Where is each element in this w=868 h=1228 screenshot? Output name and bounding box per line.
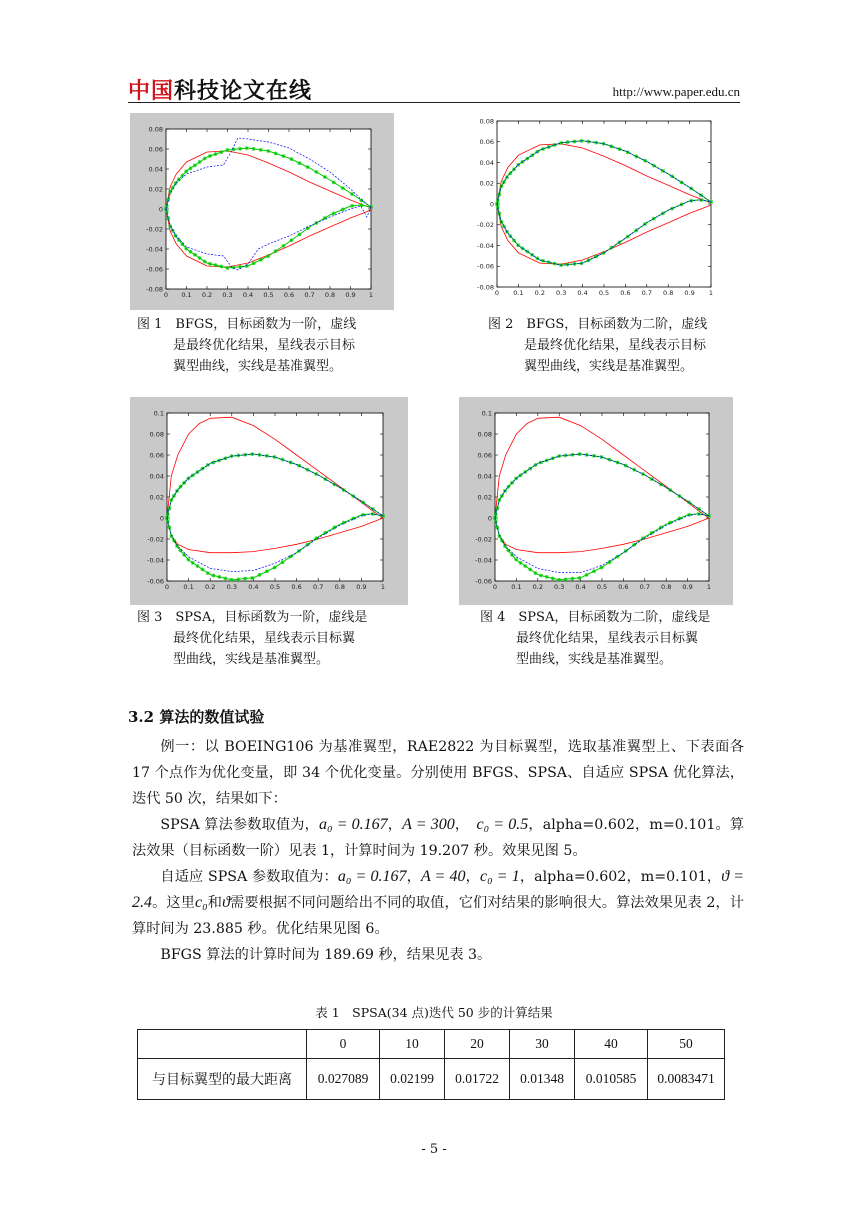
caption-line: 图 3 SPSA，目标函数为一阶，虚线是 <box>137 610 368 625</box>
target-point-marker <box>188 166 192 170</box>
y-tick-label: -0.06 <box>475 577 492 586</box>
target-point-marker <box>223 576 227 580</box>
x-tick-label: 0.7 <box>641 289 652 297</box>
target-point-marker <box>707 514 711 518</box>
target-point-marker <box>351 494 355 498</box>
x-tick-label: 0.6 <box>291 583 302 591</box>
x-tick-label: 0.2 <box>205 583 216 591</box>
x-tick-label: 0.1 <box>511 583 522 591</box>
table-header-cell: 0 <box>307 1030 380 1059</box>
target-point-marker <box>274 249 278 253</box>
figure-1 <box>130 113 394 310</box>
plot-area <box>495 413 709 581</box>
figure-4 <box>459 397 733 605</box>
x-tick-label: 1 <box>368 291 374 299</box>
x-tick-label: 1 <box>380 583 386 591</box>
target-point-marker <box>206 463 210 467</box>
paragraph-adaptive-spsa <box>132 864 744 942</box>
x-tick-label: 0.2 <box>201 291 213 299</box>
paragraph-example-1: 例一：以 BOEING106 为基准翼型，RAE2822 为目标翼型，选取基准翼型上、下表面各 17 个点作为优化变量，即 34 个优化变量。分别使用 BFGS、SPSA、自适应 SPSA 优化算法，迭代 50 次，结果如下： <box>132 739 744 807</box>
y-tick-label: -0.04 <box>475 556 492 565</box>
x-tick-label: 0.4 <box>575 583 586 591</box>
x-tick-label: 0.5 <box>598 289 610 297</box>
paragraph-bfgs-time: BFGS 算法的计算时间为 189.69 秒，结果见表 3。 <box>160 947 492 963</box>
target-point-marker <box>281 560 285 564</box>
target-point-marker <box>297 232 301 236</box>
target-point-marker <box>341 186 345 190</box>
y-tick-label: -0.06 <box>477 262 494 271</box>
table-header-row <box>138 1030 725 1059</box>
target-point-marker <box>539 460 543 464</box>
table-row-label: 与目标翼型的最大距离 <box>138 1059 307 1100</box>
target-point-marker <box>198 160 202 164</box>
text-run: ， <box>465 869 480 885</box>
y-tick-label: 0.06 <box>148 145 163 154</box>
math-c0: c₀ = 0.5 <box>476 816 529 833</box>
caption-line: 翼型曲线，实线是基准翼型。 <box>173 359 343 374</box>
plot-area <box>166 129 371 289</box>
target-point-marker <box>257 573 261 577</box>
target-point-marker <box>243 577 247 581</box>
math-c0: c₀ <box>195 894 208 911</box>
y-tick-label: -0.04 <box>477 241 494 250</box>
target-point-marker <box>250 576 254 580</box>
target-point-marker <box>523 564 527 568</box>
target-point-marker <box>545 575 549 579</box>
text-run: 和 <box>207 895 223 911</box>
math-theta: ϑ = 2.4 <box>132 868 745 911</box>
caption-line: 是最终优化结果，星线表示目标 <box>524 338 707 353</box>
target-point-marker <box>236 577 240 581</box>
target-point-marker <box>191 473 195 477</box>
chart-figure-4 <box>459 397 733 605</box>
target-point-marker <box>238 147 242 151</box>
table-row <box>138 1059 725 1100</box>
target-point-marker <box>497 534 501 538</box>
x-tick-label: 0.6 <box>283 291 295 299</box>
figure-3-caption <box>137 607 367 670</box>
x-tick-label: 1 <box>708 289 714 297</box>
target-point-marker <box>585 573 589 577</box>
x-tick-label: 0 <box>494 289 500 297</box>
table-cell: 0.02199 <box>380 1059 445 1100</box>
caption-line: 是最终优化结果，星线表示目标 <box>173 338 356 353</box>
text-run: ，alpha=0.602，m=0.101。算法效果（目标函数一阶）见表 1，计算时间为 19.207 秒。效果见图 5。 <box>132 817 745 859</box>
x-tick-label: 1 <box>706 583 712 591</box>
x-tick-label: 0.2 <box>534 289 545 297</box>
target-point-marker <box>519 561 523 565</box>
target-point-marker <box>230 578 234 582</box>
y-tick-label: -0.06 <box>147 577 164 586</box>
target-point-marker <box>281 244 285 248</box>
x-tick-label: 0.7 <box>639 583 650 591</box>
y-tick-label: -0.06 <box>146 265 163 274</box>
x-tick-label: 0.4 <box>248 583 259 591</box>
target-point-marker <box>610 246 614 250</box>
target-point-marker <box>259 148 263 152</box>
x-tick-label: 0.7 <box>304 291 315 299</box>
table-header-cell: 10 <box>380 1030 445 1059</box>
caption-line: 图 4 SPSA，目标函数为二阶，虚线是 <box>480 610 711 625</box>
chart-figure-2 <box>459 113 723 310</box>
caption-line: 图 1 BFGS，目标函数为一阶，虚线 <box>137 317 357 332</box>
x-tick-label: 0.4 <box>577 289 588 297</box>
y-tick-label: 0.04 <box>148 165 163 174</box>
plot-area <box>167 413 383 581</box>
text-run: 。这里 <box>152 895 195 911</box>
target-point-marker <box>193 253 197 257</box>
target-point-marker <box>182 553 186 557</box>
target-point-marker <box>528 567 532 571</box>
target-point-marker <box>203 259 207 263</box>
target-point-marker <box>273 566 277 570</box>
target-point-marker <box>201 567 205 571</box>
chart-figure-1 <box>130 113 394 310</box>
text-run: ， <box>387 817 403 833</box>
target-point-marker <box>519 473 523 477</box>
y-tick-label: 0.02 <box>479 179 494 188</box>
target-point-marker <box>281 154 285 158</box>
logo-part-red: 中国 <box>128 79 175 104</box>
y-tick-label: 0.02 <box>148 185 163 194</box>
target-point-marker <box>570 577 574 581</box>
target-point-marker <box>652 164 656 168</box>
x-tick-label: 0.8 <box>334 583 345 591</box>
plot-area <box>497 121 711 287</box>
target-point-marker <box>510 553 514 557</box>
text-run: 需要根据不同问题给出不同的取值，它们对结果的影响很大。算法效果见表 2，计算时间为 23.885 秒。优化结果见图 6。 <box>132 895 744 937</box>
figure-3 <box>130 397 408 605</box>
target-point-marker <box>551 576 555 580</box>
x-tick-label: 0.6 <box>618 583 629 591</box>
x-tick-label: 0.8 <box>661 583 672 591</box>
y-tick-label: -0.08 <box>477 283 494 292</box>
target-point-marker <box>266 149 270 153</box>
y-tick-label: -0.02 <box>477 221 494 230</box>
target-point-marker <box>174 234 178 238</box>
x-tick-label: 0.5 <box>596 583 608 591</box>
table-cell: 0.010585 <box>575 1059 648 1100</box>
figure-1-caption <box>137 314 356 377</box>
x-tick-label: 0.3 <box>222 291 233 299</box>
target-point-marker <box>577 576 581 580</box>
target-point-marker <box>172 494 176 498</box>
target-point-marker <box>169 534 173 538</box>
table-1 <box>137 1029 725 1100</box>
target-point-marker <box>314 170 318 174</box>
table-cell: 0.027089 <box>307 1059 380 1100</box>
caption-line: 翼型曲线，实线是基准翼型。 <box>524 359 694 374</box>
target-point-marker <box>341 207 345 211</box>
x-tick-label: 0.9 <box>682 583 693 591</box>
caption-line: 型曲线，实线是基准翼型。 <box>516 652 673 667</box>
target-point-marker <box>525 249 529 253</box>
y-tick-label: 0.04 <box>477 472 492 481</box>
target-point-marker <box>624 464 628 468</box>
x-tick-label: 0.6 <box>620 289 631 297</box>
target-point-marker <box>168 224 172 228</box>
y-tick-label: -0.04 <box>147 556 164 565</box>
target-point-marker <box>225 266 229 270</box>
target-point-marker <box>252 261 256 265</box>
target-point-marker <box>323 216 327 220</box>
x-tick-label: 0 <box>163 291 169 299</box>
caption-line: 最终优化结果，星线表示目标翼 <box>516 631 699 646</box>
x-tick-label: 0.1 <box>183 583 194 591</box>
x-tick-label: 0.1 <box>513 289 524 297</box>
target-point-marker <box>219 150 223 154</box>
caption-line: 型曲线，实线是基准翼型。 <box>173 652 330 667</box>
target-point-marker <box>557 578 561 582</box>
text-run: ， <box>406 869 421 885</box>
x-tick-label: 0.3 <box>226 583 237 591</box>
y-tick-label: 0.08 <box>477 430 492 439</box>
target-point-marker <box>214 263 218 267</box>
y-tick-label: 0.04 <box>149 472 164 481</box>
table-cell: 0.01348 <box>510 1059 575 1100</box>
body-text <box>132 734 744 968</box>
y-tick-label: -0.04 <box>146 245 163 254</box>
y-tick-label: 0 <box>487 514 492 523</box>
target-point-marker <box>332 180 336 184</box>
y-tick-label: 0.02 <box>477 493 492 502</box>
target-point-marker <box>323 175 327 179</box>
target-point-marker <box>297 161 301 165</box>
y-tick-label: -0.02 <box>475 535 492 544</box>
y-tick-label: 0 <box>158 205 163 214</box>
target-point-marker <box>211 460 215 464</box>
math-theta: ϑ <box>222 894 230 911</box>
y-tick-label: 0.04 <box>479 158 494 167</box>
target-point-marker <box>217 575 221 579</box>
x-tick-label: 0.3 <box>554 583 565 591</box>
target-point-marker <box>289 238 293 242</box>
y-tick-label: 0.08 <box>479 117 494 126</box>
x-tick-label: 0.3 <box>556 289 567 297</box>
target-point-marker <box>274 151 278 155</box>
target-point-marker <box>289 157 293 161</box>
header-url[interactable]: http://www.paper.edu.cn <box>612 84 740 99</box>
target-point-marker <box>198 256 202 260</box>
target-point-marker <box>232 147 236 151</box>
target-point-marker <box>350 204 354 208</box>
y-tick-label: -0.08 <box>146 285 163 294</box>
target-point-marker <box>266 254 270 258</box>
target-point-marker <box>214 152 218 156</box>
x-tick-label: 0.9 <box>345 291 356 299</box>
site-logo <box>128 74 312 105</box>
target-point-marker <box>608 458 612 462</box>
chart-figure-3 <box>130 397 408 605</box>
target-point-marker <box>245 146 249 150</box>
target-point-marker <box>564 577 568 581</box>
x-tick-label: 0.1 <box>181 291 192 299</box>
section-heading: 3.2 算法的数值试验 <box>128 708 265 726</box>
target-point-marker <box>539 573 543 577</box>
target-point-marker <box>533 463 537 467</box>
target-point-marker <box>592 569 596 573</box>
target-point-marker <box>208 262 212 266</box>
y-tick-label: 0 <box>489 200 494 209</box>
target-point-marker <box>643 159 647 163</box>
target-point-marker <box>281 458 285 462</box>
x-tick-label: 0.7 <box>313 583 324 591</box>
y-tick-label: 0.1 <box>153 409 164 418</box>
target-point-marker <box>265 569 269 573</box>
y-tick-label: 0.02 <box>149 493 164 502</box>
header-rule <box>128 102 740 103</box>
math-c0: c₀ = 1 <box>479 868 520 885</box>
table-header-cell: 50 <box>648 1030 725 1059</box>
table-header-cell: 20 <box>445 1030 510 1059</box>
text-run: SPSA 算法参数取值为， <box>160 817 319 833</box>
x-tick-label: 0.8 <box>663 289 674 297</box>
table-1-caption: 表 1 SPSA(34 点)迭代 50 步的计算结果 <box>315 1005 553 1020</box>
target-point-marker <box>514 558 518 562</box>
target-point-marker <box>211 573 215 577</box>
math-A: A = 300 <box>402 816 455 833</box>
y-tick-label: -0.02 <box>146 225 163 234</box>
target-point-marker <box>670 174 674 178</box>
target-point-marker <box>699 193 703 197</box>
target-point-marker <box>208 154 212 158</box>
target-point-marker <box>259 258 263 262</box>
y-tick-label: 0.08 <box>149 430 164 439</box>
table-header-cell <box>138 1030 307 1059</box>
target-point-marker <box>180 173 184 177</box>
x-tick-label: 0.9 <box>356 583 367 591</box>
logo-part-black: 科技论文在线 <box>174 79 313 104</box>
y-tick-label: 0.06 <box>479 138 494 147</box>
paragraph-spsa-params <box>132 812 744 864</box>
table-1-wrap <box>137 1029 725 1100</box>
y-tick-label: -0.02 <box>147 535 164 544</box>
x-tick-label: 0.9 <box>684 289 695 297</box>
figure-2 <box>459 113 723 310</box>
y-tick-label: 0.1 <box>481 409 492 418</box>
target-point-marker <box>709 200 713 204</box>
target-point-marker <box>193 163 197 167</box>
target-point-marker <box>610 144 614 148</box>
y-tick-label: 0.06 <box>477 451 492 460</box>
target-point-marker <box>195 564 199 568</box>
table-cell: 0.0083471 <box>648 1059 725 1100</box>
target-point-marker <box>191 561 195 565</box>
x-tick-label: 0 <box>492 583 498 591</box>
page-number: - 5 - <box>421 1142 447 1157</box>
figure-2-caption <box>488 314 707 377</box>
target-point-marker <box>184 169 188 173</box>
x-tick-label: 0.2 <box>532 583 543 591</box>
target-point-marker <box>618 240 622 244</box>
caption-line: 最终优化结果，星线表示目标翼 <box>173 631 356 646</box>
text-run: ，alpha=0.602，m=0.101， <box>519 869 722 885</box>
text-run: 自适应 SPSA 参数取值为： <box>160 869 338 885</box>
target-point-marker <box>502 224 506 228</box>
x-tick-label: 0.4 <box>242 291 254 299</box>
target-point-marker <box>203 157 207 161</box>
target-point-marker <box>184 247 188 251</box>
math-a0: a₀ = 0.167 <box>318 816 388 833</box>
table-header-cell: 40 <box>575 1030 648 1059</box>
math-A: A = 40 <box>420 868 466 885</box>
figure-4-caption <box>480 607 710 670</box>
target-point-marker <box>533 571 537 575</box>
x-tick-label: 0.5 <box>269 583 281 591</box>
y-tick-label: 0.08 <box>148 125 163 134</box>
target-point-marker <box>306 165 310 169</box>
target-point-marker <box>350 192 354 196</box>
target-point-marker <box>188 250 192 254</box>
target-point-marker <box>342 488 346 492</box>
table-header-cell: 30 <box>510 1030 575 1059</box>
target-point-marker <box>306 468 310 472</box>
table-cell: 0.01722 <box>445 1059 510 1100</box>
x-tick-label: 0 <box>164 583 170 591</box>
target-point-marker <box>594 255 598 259</box>
text-run: ， <box>454 817 477 833</box>
caption-line: 图 2 BFGS，目标函数为二阶，虚线 <box>488 317 708 332</box>
target-point-marker <box>661 169 665 173</box>
x-tick-label: 0.8 <box>324 291 336 299</box>
target-point-marker <box>502 180 506 184</box>
target-point-marker <box>219 265 223 269</box>
target-point-marker <box>171 186 175 190</box>
math-a0: a₀ = 0.167 <box>337 868 407 885</box>
target-point-marker <box>186 558 190 562</box>
target-point-marker <box>238 265 242 269</box>
target-point-marker <box>206 571 210 575</box>
y-tick-label: 0.06 <box>149 451 164 460</box>
target-point-marker <box>252 147 256 151</box>
target-point-marker <box>225 148 229 152</box>
x-tick-label: 0.5 <box>263 291 274 299</box>
target-point-marker <box>500 494 504 498</box>
y-tick-label: 0 <box>159 514 164 523</box>
